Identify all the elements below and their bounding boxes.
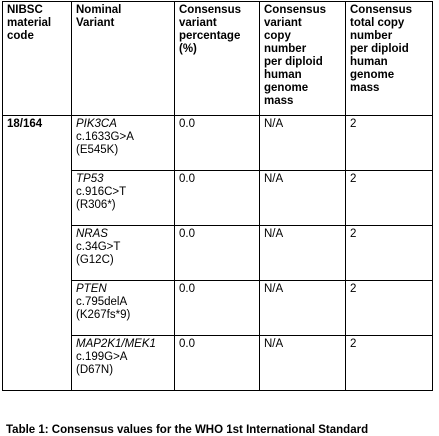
protein-change: (D67N): [76, 364, 114, 376]
total-copy-cell: 2: [346, 281, 433, 336]
gene-name: PTEN: [76, 283, 107, 295]
cdna-change: c.1633G>A: [76, 131, 134, 143]
variant-copy-cell: N/A: [260, 336, 346, 391]
total-copy-cell: 2: [346, 171, 433, 226]
table-row: [3, 116, 433, 171]
variant-cell: [72, 281, 175, 336]
protein-change: (E545K): [76, 144, 119, 156]
protein-change: (K267fs*9): [76, 309, 131, 321]
table-caption: Table 1: Consensus values for the WHO 1st International Standard: [6, 424, 369, 436]
variant-copy-cell: N/A: [260, 226, 346, 281]
cdna-change: c.916C>T: [76, 186, 127, 198]
header-variant-percentage: Consensus variant percentage (%): [175, 2, 260, 116]
variant-copy-cell: N/A: [260, 116, 346, 171]
total-copy-cell: 2: [346, 336, 433, 391]
gene-name: PIK3CA: [76, 118, 117, 130]
variant-cell: [72, 171, 175, 226]
protein-change: (G12C): [76, 254, 114, 266]
header-variant-copy-number: Consensus variant copy number per diploid human genome mass: [260, 2, 346, 116]
percentage-cell: 0.0: [175, 226, 260, 281]
percentage-cell: 0.0: [175, 336, 260, 391]
variant-copy-cell: N/A: [260, 171, 346, 226]
variant-cell: [72, 226, 175, 281]
variant-copy-cell: N/A: [260, 281, 346, 336]
percentage-cell: 0.0: [175, 116, 260, 171]
cdna-change: c.795delA: [76, 296, 128, 308]
total-copy-cell: 2: [346, 116, 433, 171]
gene-name: TP53: [76, 173, 104, 185]
variant-cell: [72, 116, 175, 171]
header-material-code: NIBSC material code: [3, 2, 72, 116]
header-row: [3, 2, 433, 116]
gene-name: MAP2K1/MEK1: [76, 338, 156, 350]
header-total-copy-number: Consensus total copy number per diploid human genome mass: [346, 2, 433, 116]
variant-cell: [72, 336, 175, 391]
cdna-change: c.34G>T: [76, 241, 121, 253]
cdna-change: c.199G>A: [76, 351, 128, 363]
percentage-cell: 0.0: [175, 171, 260, 226]
protein-change: (R306*): [76, 199, 116, 211]
variant-table: [2, 1, 433, 391]
gene-name: NRAS: [76, 228, 108, 240]
material-code-cell: 18/164: [3, 116, 72, 391]
header-nominal-variant: Nominal Variant: [72, 2, 175, 116]
percentage-cell: 0.0: [175, 281, 260, 336]
total-copy-cell: 2: [346, 226, 433, 281]
